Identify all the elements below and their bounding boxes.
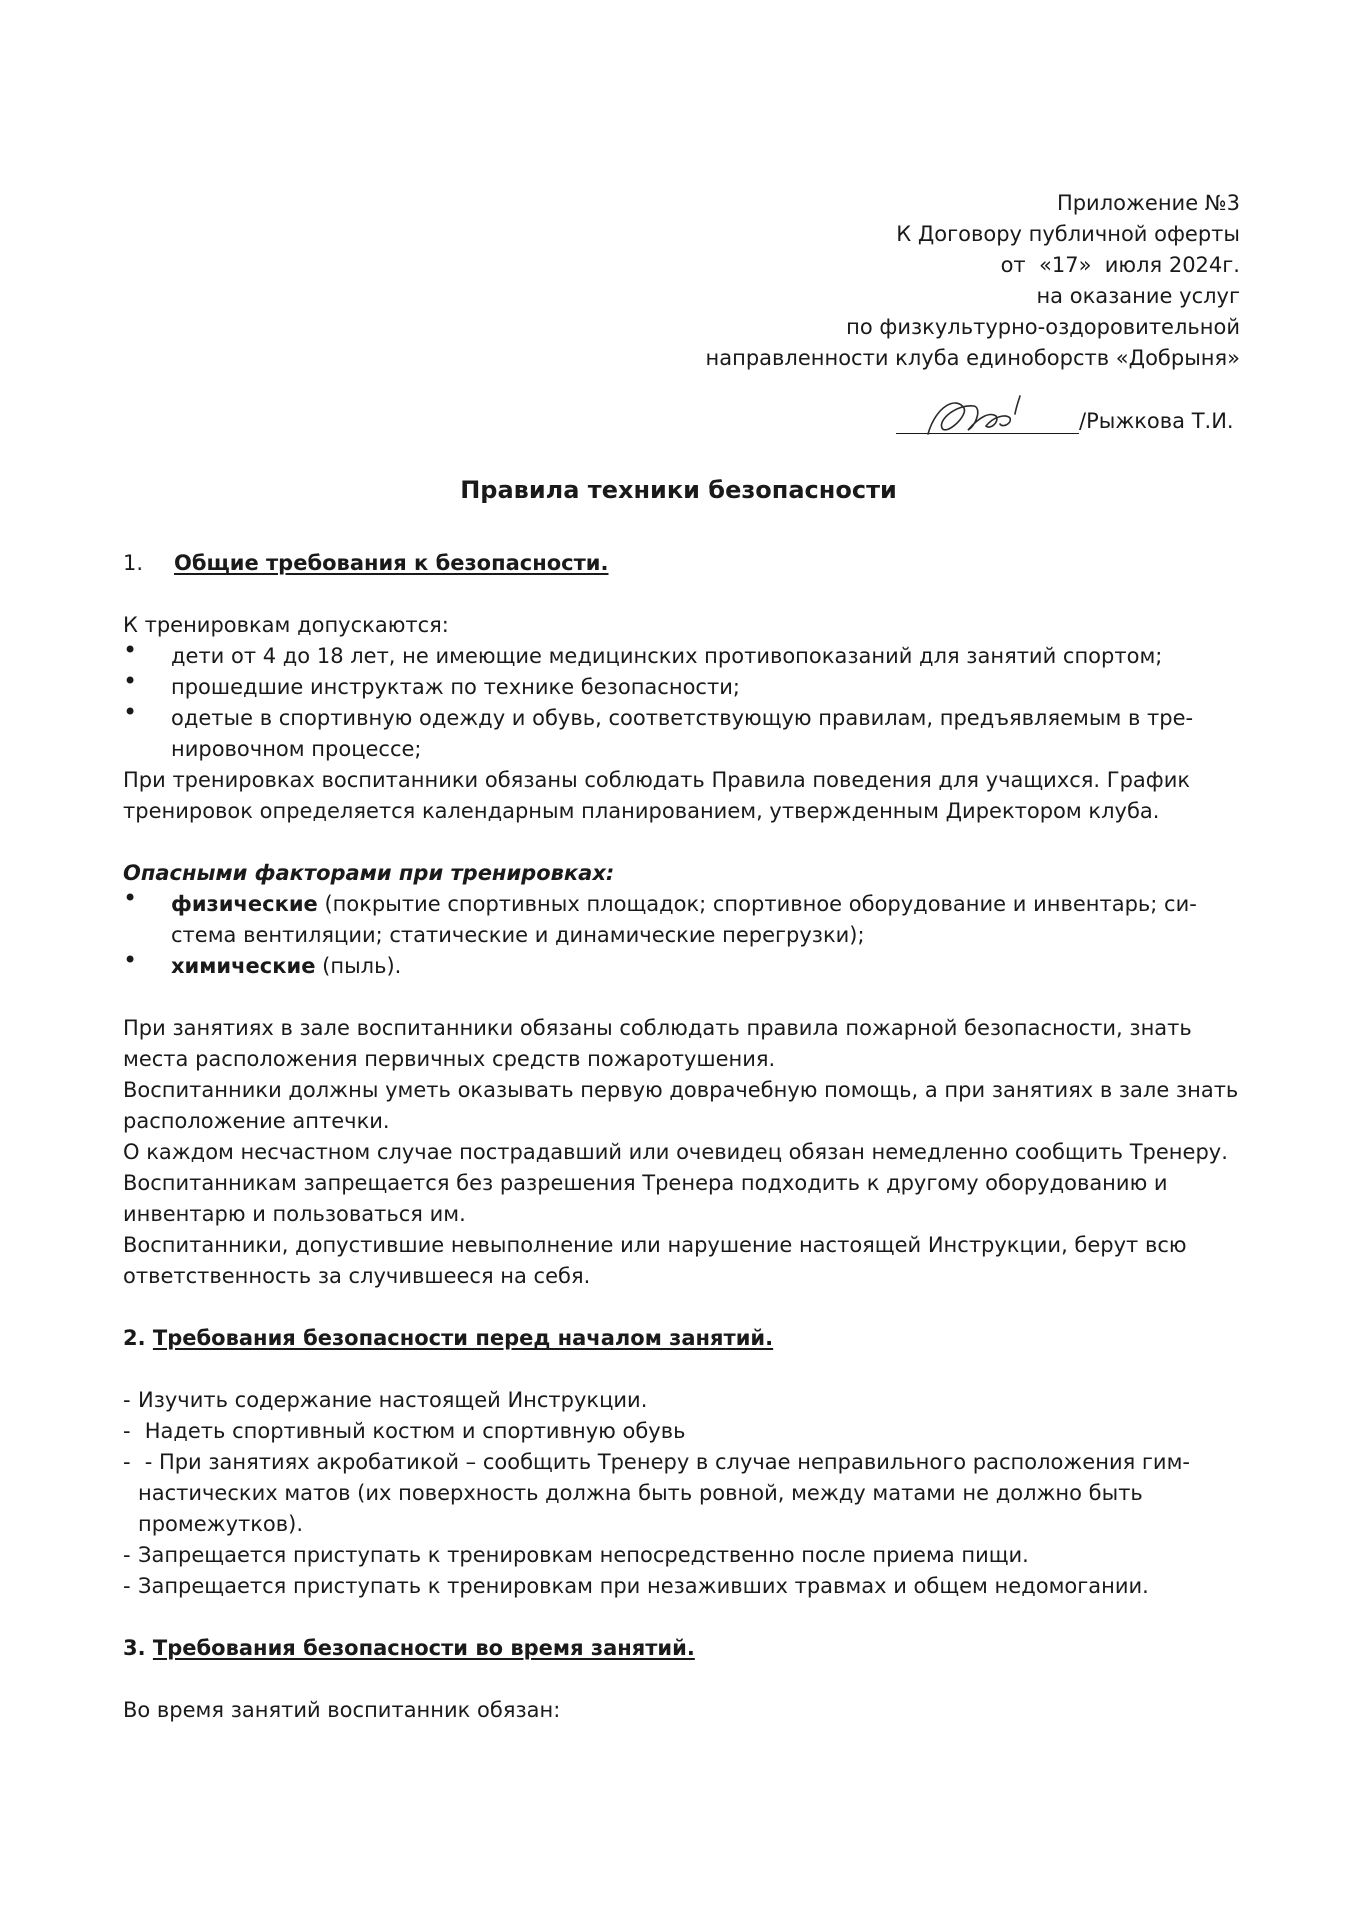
hazard-term: физические xyxy=(171,892,318,916)
header-line: Приложение №3 xyxy=(1056,191,1240,215)
paragraph: Воспитанникам запрещается без разрешения Тренера подходить к другому оборудованию и инвентарю и пользоваться им. xyxy=(123,1171,1168,1226)
paragraph: Воспитанники должны уметь оказывать первую доврачебную помощь, а при занятиях в зале знать расположение аптечки. xyxy=(123,1078,1239,1133)
hazard-text: (покрытие спортивных площадок; спортивное оборудование и инвентарь; си-стема вентиляции; статические и динамические перегрузки); xyxy=(171,892,1197,947)
header-line: направленности клуба единоборств «Добрыня» xyxy=(705,346,1240,370)
section-title: Требования безопасности перед началом занятий. xyxy=(152,1326,774,1350)
header-line: на оказание услуг xyxy=(1036,284,1240,308)
handwritten-signature xyxy=(916,386,1066,446)
document-title: Правила техники безопасности xyxy=(460,476,897,504)
paragraph: Во время занятий воспитанник обязан: xyxy=(123,1698,561,1722)
hazard-text: (пыль). xyxy=(315,954,402,978)
section-number: 3. xyxy=(123,1636,146,1660)
signatory-name: /Рыжкова Т.И. xyxy=(1079,409,1234,433)
paragraph: При тренировках воспитанники обязаны соблюдать Правила поведения для учащихся. График тренировок определяется календарным планированием, утвержденным Директором клуба. xyxy=(123,768,1191,823)
header-line: от «17» июля 2024г. xyxy=(1000,253,1240,277)
hazards-list xyxy=(123,889,1243,982)
section-heading xyxy=(123,548,1243,579)
list-item: - Изучить содержание настоящей Инструкции. xyxy=(123,1385,1243,1416)
paragraph: При занятиях в зале воспитанники обязаны соблюдать правила пожарной безопасности, знать места расположения первичных средств пожаротушения. xyxy=(123,1016,1192,1071)
section-title: Общие требования к безопасности. xyxy=(174,551,609,575)
document-body xyxy=(123,548,1243,1726)
section-number: 2. xyxy=(123,1326,146,1350)
admitted-list xyxy=(123,641,1243,765)
list-item: - Надеть спортивный костюм и спортивную обувь xyxy=(123,1416,1243,1447)
header-line: К Договору публичной оферты xyxy=(896,222,1240,246)
header-line: по физкультурно-оздоровительной xyxy=(846,315,1240,339)
admitted-intro: К тренировкам допускаются: xyxy=(123,613,449,637)
list-item: - Запрещается приступать к тренировкам при незаживших травмах и общем недомогании. xyxy=(123,1571,1243,1602)
section-number: 1. xyxy=(123,551,144,575)
section-heading xyxy=(123,1323,1243,1354)
paragraph: Воспитанники, допустившие невыполнение или нарушение настоящей Инструкции, берут всю ответственность за случившееся на себя. xyxy=(123,1233,1187,1288)
paragraph: О каждом несчастном случае пострадавший или очевидец обязан немедленно сообщить Тренеру. xyxy=(123,1140,1228,1164)
signature-block xyxy=(896,404,1240,440)
list-item: • дети от 4 до 18 лет, не имеющие медицинских противопоказаний для занятий спортом; xyxy=(123,641,1243,672)
list-item: • прошедшие инструктаж по технике безопасности; xyxy=(123,672,1243,703)
list-item xyxy=(123,889,1243,951)
list-item: - Запрещается приступать к тренировкам непосредственно после приема пищи. xyxy=(123,1540,1243,1571)
requirements-list xyxy=(123,1385,1243,1602)
list-item: • одетые в спортивную одежду и обувь, соответствующую правилам, предъявляемым в тре-нировочном процессе; xyxy=(123,703,1243,765)
list-item: - - При занятиях акробатикой – сообщить Тренеру в случае неправильного расположения гим-настических матов (их поверхность должна быть ровной, между матами не должно быть промежутков). xyxy=(123,1447,1243,1540)
appendix-header xyxy=(600,188,1240,374)
hazards-intro: Опасными факторами при тренировках: xyxy=(123,861,615,885)
section-heading xyxy=(123,1633,1243,1664)
hazard-term: химические xyxy=(171,954,316,978)
list-item xyxy=(123,951,1243,982)
section-title: Требования безопасности во время занятий. xyxy=(152,1636,695,1660)
